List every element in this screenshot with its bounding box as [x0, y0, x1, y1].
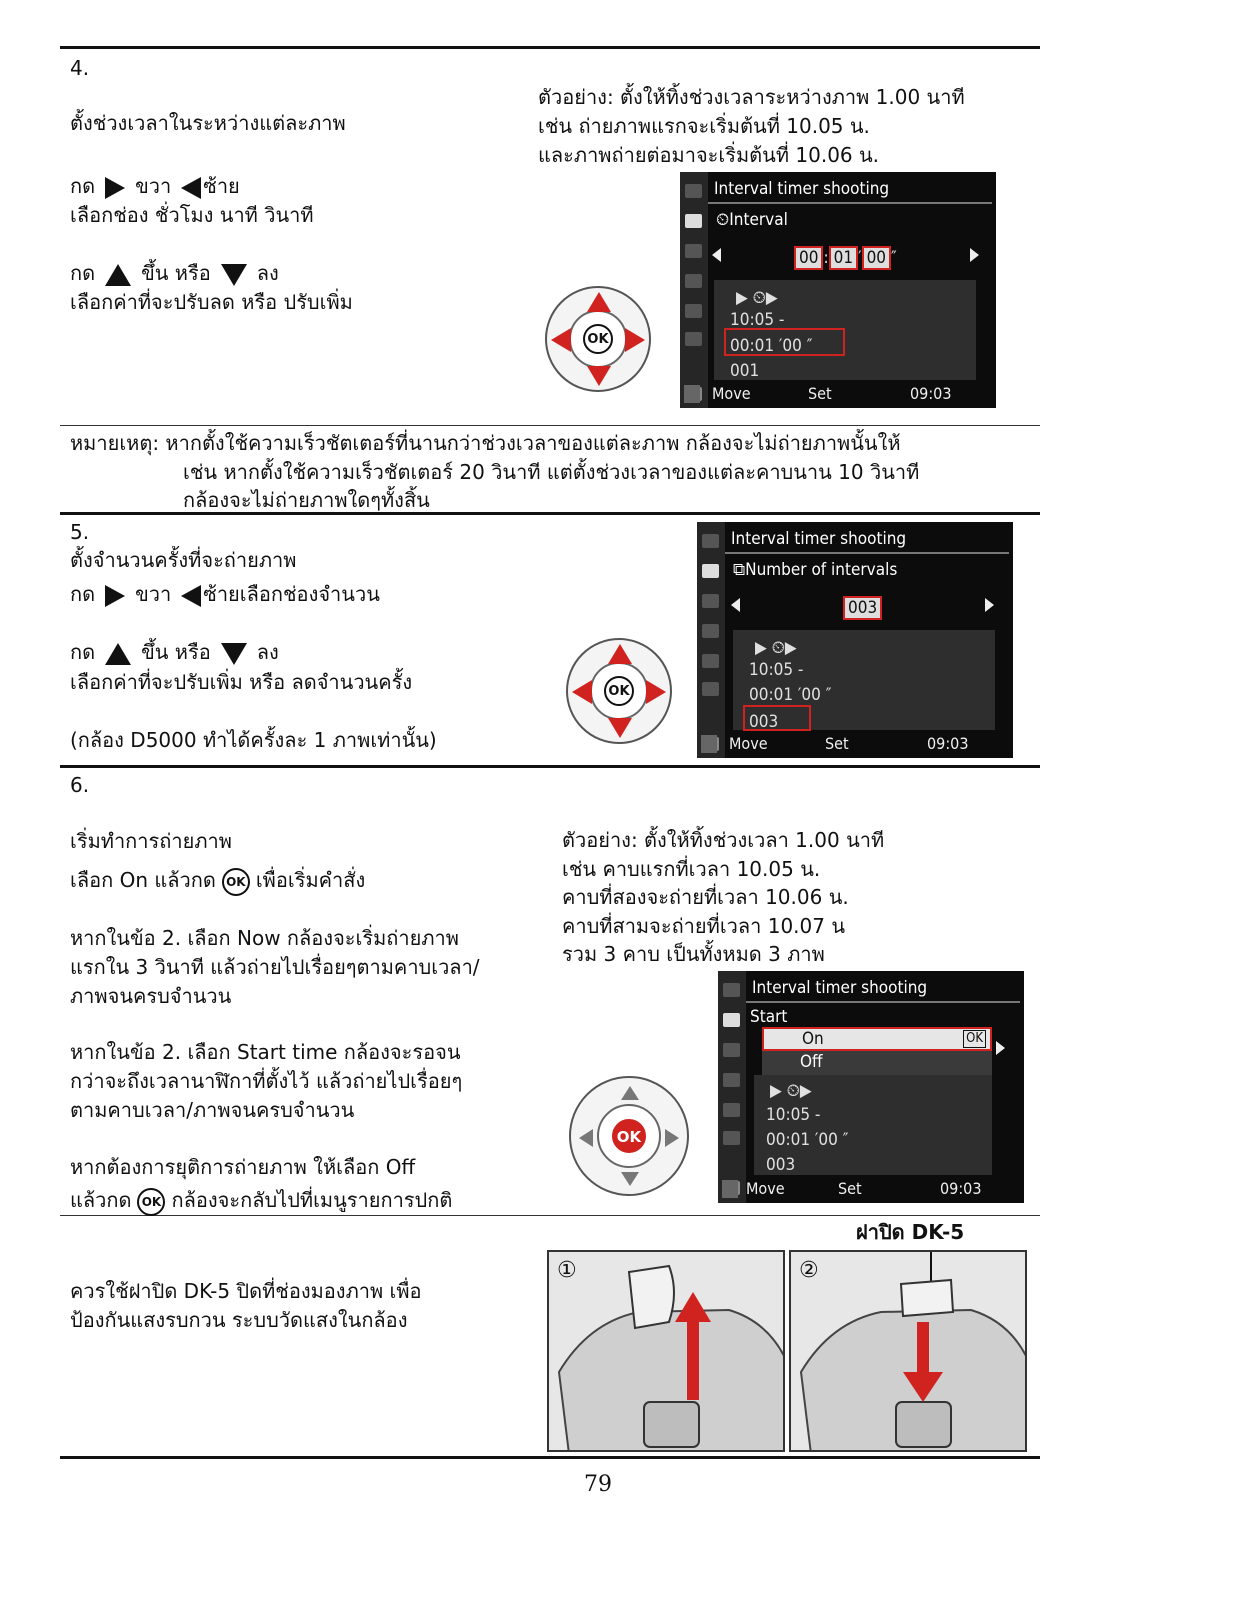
option-on[interactable]	[762, 1027, 992, 1051]
right-text: ขวา	[135, 582, 172, 606]
step6-para2b: แรกใน 3 วินาที แล้วถ่ายไปเรื่อยๆตามคาบเวลา/	[70, 955, 480, 979]
para4c-text: กล้องจะกลับไปที่เมนูรายการปกติ	[171, 1188, 453, 1212]
mode-icons: ▶ ⏲▶	[770, 1081, 812, 1101]
note-line1: หมายเหตุ: หากตั้งใช้ความเร็วชัตเตอร์ที่นานกว่าช่วงเวลาของแต่ละภาพ กล้องจะไม่ถ่ายภาพนั้นให้	[70, 431, 901, 455]
step6-example4: คาบที่สามจะถ่ายที่เวลา 10.07 น	[562, 914, 846, 938]
left-arrow-icon	[579, 1129, 593, 1147]
step5-line4: เลือกค่าที่จะปรับเพิ่ม หรือ ลดจำนวนครั้ง	[70, 670, 413, 694]
down-arrow-icon	[221, 643, 247, 665]
screen-subtitle: ⏲Interval	[716, 210, 788, 230]
screen-title: Interval timer shooting	[725, 526, 1009, 554]
highlight-box	[743, 705, 811, 731]
mode-icons: ▶ ⏲▶	[736, 288, 778, 308]
multi-selector-dial	[566, 638, 672, 744]
step4-heading: ตั้งช่วงเวลาในระหว่างแต่ละภาพ	[70, 111, 346, 135]
screen-title: Interval timer shooting	[708, 176, 992, 204]
footer-time: 09:03	[910, 384, 952, 403]
eyepiece-cap-caption: ฝาปิด DK-5	[856, 1220, 965, 1244]
right-arrow-icon	[646, 680, 666, 704]
divider-step6	[60, 765, 1040, 768]
press-text: กด	[70, 261, 96, 285]
step5-line1	[70, 580, 380, 609]
left-arrow-icon	[572, 680, 592, 704]
up-arrow-icon	[105, 643, 131, 665]
press-text: กด	[70, 582, 96, 606]
mode-icons: ▶ ⏲▶	[755, 638, 797, 658]
down-arrow-icon	[587, 366, 611, 386]
ok-button-icon: OK	[583, 324, 614, 355]
camera-illustration-2	[791, 1252, 1027, 1452]
left-arrow-icon	[731, 598, 740, 612]
top-rule	[60, 46, 1040, 49]
footer-time: 09:03	[940, 1179, 982, 1198]
step6-example1: ตัวอย่าง: ตั้งให้ทิ้งช่วงเวลา 1.00 นาที	[562, 828, 885, 852]
interval-value: 00:01 ′00 ″	[730, 336, 813, 356]
step5-number: 5.	[70, 520, 90, 544]
step4-example3: และภาพถ่ายต่อมาจะเริ่มต้นที่ 10.06 น.	[538, 143, 880, 167]
left-arrow-icon	[712, 248, 721, 262]
footer-move: Move	[746, 1179, 785, 1198]
footer-set: Set	[838, 1179, 862, 1198]
note-line2: เช่น หากตั้งใช้ความเร็วชัตเตอร์ 20 วินาที แต่ตั้งช่วงเวลาของแต่ละคาบนาน 10 วินาที	[183, 460, 920, 484]
down-arrow-icon	[621, 1172, 639, 1186]
highlight-box	[724, 328, 845, 356]
up-arrow-icon	[105, 264, 131, 286]
up-text: ขึ้น หรือ	[141, 261, 211, 285]
step6-heading: เริ่มทำการถ่ายภาพ	[70, 829, 232, 853]
divider-note	[60, 425, 1040, 426]
right-arrow-icon	[105, 585, 125, 607]
photo-remove-eyecup	[547, 1250, 785, 1452]
step6-para2a: หากในข้อ 2. เลือก Now กล้องจะเริ่มถ่ายภาพ	[70, 926, 459, 950]
footer-set: Set	[825, 734, 849, 753]
screen-footer	[680, 380, 996, 408]
step6-line1	[70, 866, 365, 896]
right-arrow-icon	[105, 177, 125, 199]
line1-text-a: เลือก On แล้วกด	[70, 868, 216, 892]
step5-line5: (กล้อง D5000 ทำได้ครั้งละ 1 ภาพเท่านั้น)	[70, 728, 437, 752]
right-arrow-icon	[665, 1129, 679, 1147]
right-arrow-icon	[996, 1041, 1005, 1055]
step6-para4a: หากต้องการยุติการถ่ายภาพ ให้เลือก Off	[70, 1155, 416, 1179]
start-time: 10:05 -	[749, 660, 804, 680]
step6-example3: คาบที่สองจะถ่ายที่เวลา 10.06 น.	[562, 885, 849, 909]
footer-set: Set	[808, 384, 832, 403]
screen-subtitle: ⧉Number of intervals	[733, 560, 898, 580]
ok-button-icon: OK	[222, 868, 250, 896]
down-arrow-icon	[221, 264, 247, 286]
start-time: 10:05 -	[766, 1105, 821, 1125]
para4b-text: แล้วกด	[70, 1188, 132, 1212]
press-text: กด	[70, 640, 96, 664]
line1-text-b: เพื่อเริ่มคำสั่ง	[255, 868, 366, 892]
interval-value: 00:01 ′00 ″	[766, 1130, 849, 1150]
step6-para3b: กว่าจะถึงเวลานาฬิกาที่ตั้งไว้ แล้วถ่ายไปเรื่อยๆ	[70, 1069, 463, 1093]
count-field[interactable]: 003	[843, 596, 882, 620]
step5-line3	[70, 638, 279, 667]
right-text: ขวา	[135, 174, 172, 198]
option-on-label: On	[802, 1029, 824, 1049]
option-off[interactable]	[762, 1051, 992, 1075]
multi-selector-dial	[569, 1076, 689, 1196]
multi-selector-dial	[545, 286, 651, 392]
step4-example1: ตัวอย่าง: ตั้งให้ทิ้งช่วงเวลาระหว่างภาพ 1.00 นาที	[538, 85, 965, 109]
step6-para4b	[70, 1186, 452, 1216]
note-line3: กล้องจะไม่ถ่ายภาพใดๆทั้งสิ้น	[183, 488, 430, 512]
interval-count: 003	[749, 712, 779, 732]
step4-example2: เช่น ถ่ายภาพแรกจะเริ่มต้นที่ 10.05 น.	[538, 114, 870, 138]
press-text: กด	[70, 174, 96, 198]
camera-screen-start	[718, 971, 1024, 1203]
step4-line1	[70, 172, 240, 201]
interval-value: 00:01 ′00 ″	[749, 685, 832, 705]
page-number: 79	[584, 1472, 612, 1497]
step7-line1: ควรใช้ฝาปิด DK-5 ปิดที่ช่องมองภาพ เพื่อ	[70, 1279, 422, 1303]
left-arrow-icon	[181, 177, 201, 199]
left-text: ซ้ายเลือกช่องจำนวน	[203, 582, 380, 606]
photo-attach-cap	[789, 1250, 1027, 1452]
footer-move: Move	[712, 384, 751, 403]
step7-line2: ป้องกันแสงรบกวน ระบบวัดแสงในกล้อง	[70, 1308, 408, 1332]
camera-screen-intervals	[697, 522, 1013, 758]
step4-line4: เลือกค่าที่จะปรับลด หรือ ปรับเพิ่ม	[70, 290, 353, 314]
photo2-number: ②	[799, 1258, 819, 1283]
camera-screen-interval	[680, 172, 996, 408]
step4-line3	[70, 259, 279, 288]
down-text: ลง	[256, 261, 279, 285]
screen-title: Interval timer shooting	[746, 975, 1020, 1003]
left-arrow-icon	[551, 328, 571, 352]
count-field-wrap	[843, 594, 882, 623]
down-arrow-icon	[608, 718, 632, 738]
up-text: ขึ้น หรือ	[141, 640, 211, 664]
down-text: ลง	[256, 640, 279, 664]
step4-number: 4.	[70, 56, 90, 80]
interval-count: 003	[766, 1155, 796, 1175]
step6-para3c: ตามคาบเวลา/ภาพจนครบจำนวน	[70, 1098, 355, 1122]
right-arrow-icon	[985, 598, 994, 612]
step4-line2: เลือกช่อง ชั่วโมง นาที วินาที	[70, 203, 314, 227]
photo1-number: ①	[557, 1258, 577, 1283]
up-arrow-icon	[621, 1086, 639, 1100]
start-time: 10:05 -	[730, 310, 785, 330]
minutes-field[interactable]: 01	[829, 246, 858, 270]
hours-field[interactable]: 00	[794, 246, 823, 270]
screen-subtitle: Start	[750, 1007, 788, 1027]
screen-footer	[718, 1175, 1024, 1203]
screen-footer	[697, 730, 1013, 758]
right-arrow-icon	[625, 328, 645, 352]
right-arrow-icon	[970, 248, 979, 262]
left-text: ซ้าย	[203, 174, 240, 198]
step6-example2: เช่น คาบแรกที่เวลา 10.05 น.	[562, 857, 821, 881]
bottom-rule	[60, 1456, 1040, 1459]
ok-button-icon: OK	[137, 1188, 165, 1216]
step6-para3a: หากในข้อ 2. เลือก Start time กล้องจะรอจน	[70, 1040, 461, 1064]
left-arrow-icon	[181, 585, 201, 607]
interval-count: 001	[730, 361, 760, 381]
ok-button-icon: OK	[604, 676, 635, 707]
step6-para2c: ภาพจนครบจำนวน	[70, 984, 232, 1008]
interval-fields: 00 : 01 ′ 00 ″	[794, 244, 897, 273]
ok-badge: OK	[963, 1030, 986, 1048]
ok-button-icon: OK	[612, 1119, 647, 1154]
footer-move: Move	[729, 734, 768, 753]
step6-number: 6.	[70, 773, 90, 797]
option-off-label: Off	[800, 1052, 823, 1072]
footer-time: 09:03	[927, 734, 969, 753]
camera-illustration-1	[549, 1252, 785, 1452]
up-arrow-icon	[587, 292, 611, 312]
seconds-field[interactable]: 00	[862, 246, 891, 270]
up-arrow-icon	[608, 644, 632, 664]
step5-heading: ตั้งจำนวนครั้งที่จะถ่ายภาพ	[70, 548, 297, 572]
step6-example5: รวม 3 คาบ เป็นทั้งหมด 3 ภาพ	[562, 942, 825, 966]
